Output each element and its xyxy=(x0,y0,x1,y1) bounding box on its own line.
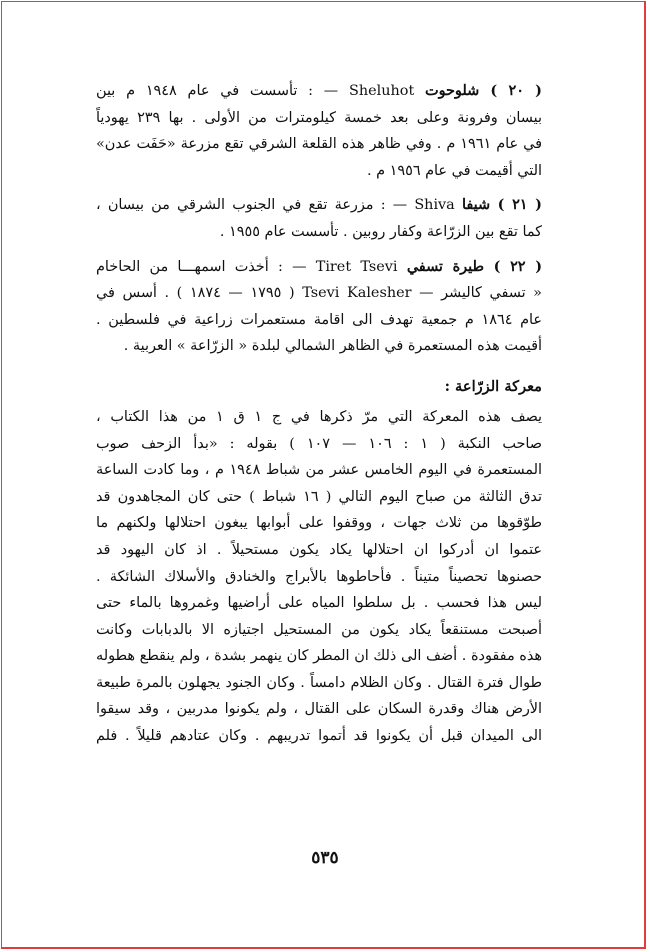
latin-name: Sheluhot xyxy=(349,83,415,99)
entry-title: ( ٢١ ) شيفا xyxy=(461,196,542,214)
document-page xyxy=(96,78,542,750)
entry-line: في عام ١٩٦١ م . وفي ظاهر هذه القلعة الشرقي تقع مزرعة «حَفَت عدن» xyxy=(96,136,542,153)
paragraph-line: أصبحت مستنقعاً يكاد يكون من المستحيل اجتيازه الا بالدبابات وكانت xyxy=(96,621,542,638)
latin-name: Tiret Tsevi xyxy=(315,258,398,275)
paragraph-line: صاحب النكبة ( ١ : ١٠٦ — ١٠٧ ) بقوله : «بدأ الزحف صوب xyxy=(96,435,542,452)
latin-name: Tsevi Kalesher xyxy=(302,285,412,302)
section-heading: معركة الزرّاعة : xyxy=(444,377,542,395)
section-battle xyxy=(96,374,542,750)
entry-sheluhot xyxy=(96,78,542,184)
paragraph-line: عتموا ان أدركوا ان احتلالها يكاد يكون مستحيلاً . اذ كان اليهود قد xyxy=(96,541,542,558)
paragraph-line: حصنوها تحصيناً متيناً . فأحاطوها بالأبراج والخنادق والأسلاك الشائكة . xyxy=(96,568,542,585)
entry-text: « تسفي كاليشر — xyxy=(419,285,542,302)
entry-shiva xyxy=(96,192,542,245)
entry-line: التي أقيمت في عام ١٩٥٦ م . xyxy=(366,162,542,179)
dash: — xyxy=(292,258,307,275)
dash: — xyxy=(323,83,339,99)
paragraph-line: طوال فترة القتال . وكان الظلام دامساً . وكان الجنود يجهلون بالمرة طبيعة xyxy=(96,674,542,691)
entry-text: : مزرعة تقع في الجنوب الشرقي من بيسان ، xyxy=(96,197,386,214)
dash: — xyxy=(392,197,408,214)
entry-line xyxy=(96,254,542,281)
paragraph-line: يصف هذه المعركة التي مرّ ذكرها في ج ١ ق ١ من هذا الكتاب ، xyxy=(96,408,542,425)
entry-title: ( ٢٠ ) شلوحوت xyxy=(425,82,542,99)
entry-line xyxy=(96,192,542,219)
entry-line: كما تقع بين الزرّاعة وكفار روبين . تأسست عام ١٩٥٥ . xyxy=(219,223,542,240)
entry-line: عام ١٨٦٤ م جمعية تهدف الى اقامة مستعمرات زراعية في فلسطين . xyxy=(96,311,542,328)
paragraph-line: هذه مفقودة . أضف الى ذلك ان المطر كان ينهمر بشدة ، ولم ينقطع هطوله xyxy=(96,648,542,665)
entry-text: : تأسست في عام ١٩٤٨ م بين xyxy=(96,83,313,99)
latin-name: Shiva xyxy=(414,197,455,214)
paragraph-line: المستعمرة في اليوم الخامس عشر من شباط ١٩٤٨ م ، وما كادت الساعة xyxy=(96,462,542,479)
entry-text: ( ١٧٩٥ — ١٨٧٤ ) . أسس في xyxy=(96,285,295,302)
paragraph-line: الأرض هناك وقدرة السكان على القتال ، ولم يكونوا مدربين ، وقد سيقوا xyxy=(96,701,542,718)
paragraph-line: ليس هذا فحسب . بل سلطوا المياه على أراضيها وغمروها بالماء حتى xyxy=(96,595,542,612)
entry-line xyxy=(96,78,542,105)
entry-title: ( ٢٢ ) طيرة تسفي xyxy=(406,257,542,275)
entry-text: : أخذت اسمهـــا من الحاخام xyxy=(96,258,283,275)
paragraph-line: الى الميدان قبل أن يكونوا قد أتموا تدريبهم . وكان عتادهم قليلاً . فلم xyxy=(96,728,542,745)
page-number: ٥٣٥ xyxy=(311,848,339,868)
paragraph-line: تدق الثالثة من صباح اليوم التالي ( ١٦ شباط ) حتى كان المجاهدون قد xyxy=(96,488,542,505)
entry-line: أقيمت هذه المستعمرة في الظاهر الشمالي لبلدة « الزرّاعة » العربية . xyxy=(123,338,542,355)
entry-line xyxy=(96,280,542,307)
paragraph-line: طوّقوها من ثلاث جهات ، ووقفوا على أبوابها يبغون احتلالها ولكنهم ما xyxy=(96,515,542,532)
entry-line: بيسان وفرونة وعلى بعد خمسة كيلومترات من الأولى . بها ٢٣٩ يهودياً xyxy=(96,109,542,126)
entry-tiret-tsevi xyxy=(96,254,542,360)
